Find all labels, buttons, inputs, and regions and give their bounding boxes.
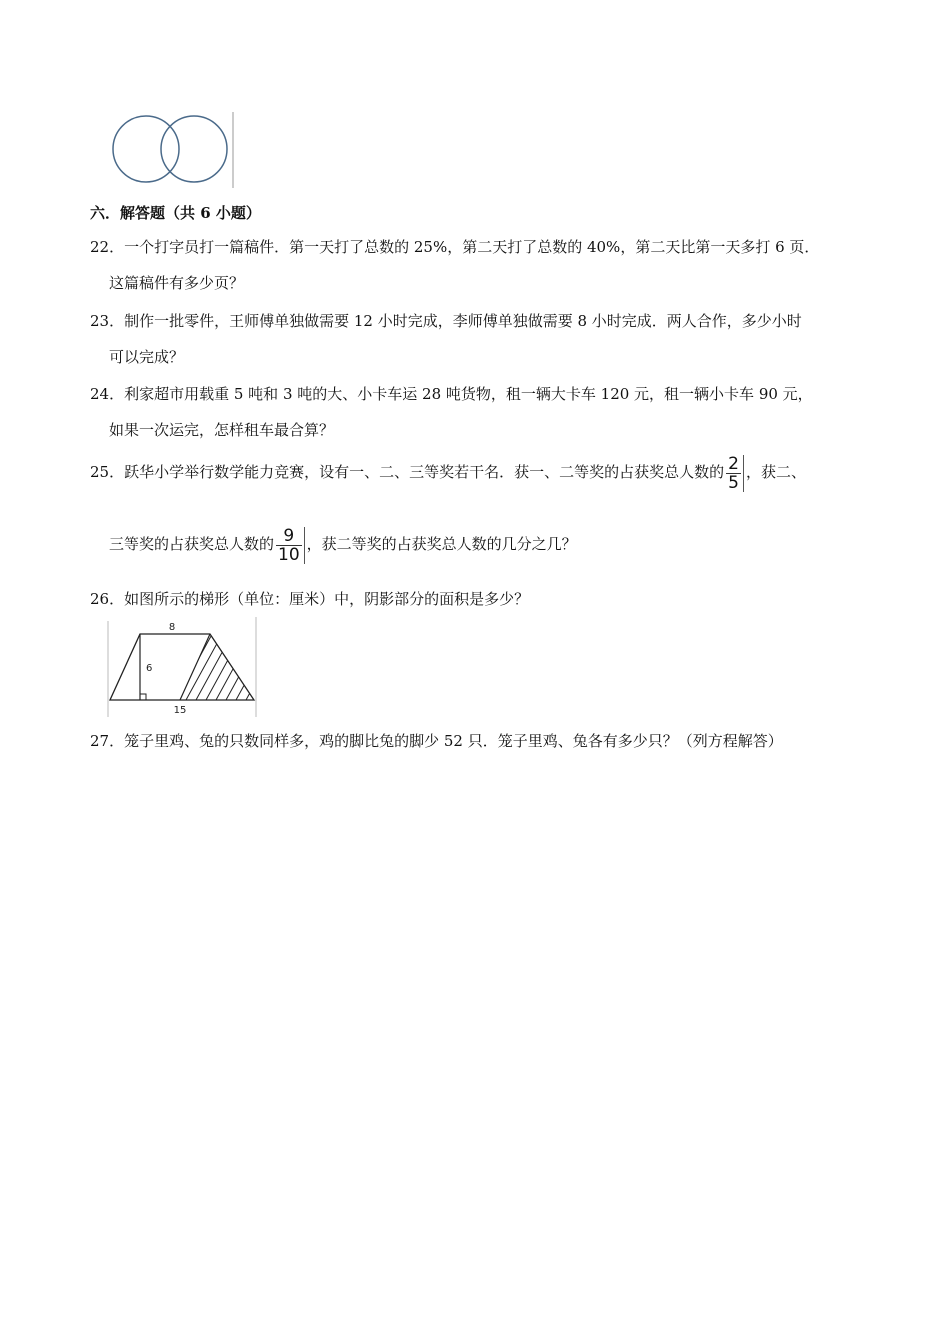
question-text: 如果一次运完，怎样租车最合算？ — [109, 421, 335, 439]
question-text: 利家超市用载重 5 吨和 3 吨的大、小卡车运 28 吨货物，租一辆大卡车 120 元，租一辆小卡车 90 元， — [124, 385, 813, 403]
question-24-line-2 — [109, 420, 334, 440]
question-22-line-1 — [90, 237, 819, 257]
question-text: 制作一批零件，王师傅单独做需要 12 小时完成，李师傅单独做需要 8 小时完成．两人合作，多少小时 — [124, 312, 802, 330]
trapezoid-outline — [110, 634, 254, 700]
venn-left-circle — [113, 116, 179, 182]
question-25-line-2 — [109, 524, 577, 564]
question-number: 27． — [90, 732, 125, 750]
question-22-line-2 — [109, 273, 244, 293]
question-number: 22． — [90, 238, 125, 256]
trapezoid-figure — [106, 617, 260, 719]
question-text: 一个打字员打一篇稿件．第一天打了总数的 25%，第二天打了总数的 40%，第二天比第一天多打 6 页． — [124, 238, 820, 256]
question-23-line-2 — [109, 347, 184, 367]
question-24-line-1 — [90, 384, 813, 404]
trapezoid-height-label: 6 — [146, 663, 153, 674]
question-26-line-1 — [90, 589, 529, 609]
fraction-numerator: 2 — [728, 453, 739, 474]
trapezoid-bottom-label: 15 — [173, 705, 187, 716]
question-text: 跃华小学举行数学能力竞赛，设有一、二、三等奖若干名．获一、二等奖的占获奖总人数的 — [124, 463, 725, 481]
fraction-numerator: 9 — [276, 527, 302, 546]
question-text: 如图所示的梯形（单位：厘米）中，阴影部分的面积是多少？ — [124, 590, 530, 608]
question-number: 23． — [90, 312, 125, 330]
question-25-line-1 — [90, 452, 806, 492]
question-text: 三等奖的占获奖总人数的 — [109, 535, 275, 553]
shaded-diagonal — [180, 634, 210, 700]
question-number: 25． — [90, 463, 125, 481]
right-angle-marker — [140, 694, 146, 700]
section-title: 六．解答题（共 6 小题） — [90, 204, 261, 222]
question-27-line-1 — [90, 731, 783, 751]
fraction-nine-tenths — [276, 527, 305, 564]
venn-diagram-figure — [106, 112, 238, 190]
question-23-line-1 — [90, 311, 802, 331]
fraction-denominator: 5 — [728, 472, 739, 493]
fraction-two-fifths — [726, 455, 744, 492]
question-text: 这篇稿件有多少页？ — [109, 274, 245, 292]
venn-right-circle — [161, 116, 227, 182]
question-text: 可以完成？ — [109, 348, 185, 366]
question-text: ，获二等奖的占获奖总人数的几分之几？ — [306, 535, 577, 553]
question-number: 24． — [90, 385, 125, 403]
question-number: 26． — [90, 590, 125, 608]
question-text: ，获二、 — [745, 463, 806, 481]
fraction-denominator: 10 — [278, 544, 300, 565]
question-text: 笼子里鸡、兔的只数同样多，鸡的脚比兔的脚少 52 只．笼子里鸡、兔各有多少只？（列方程解答） — [124, 732, 783, 750]
trapezoid-top-label: 8 — [168, 622, 176, 633]
